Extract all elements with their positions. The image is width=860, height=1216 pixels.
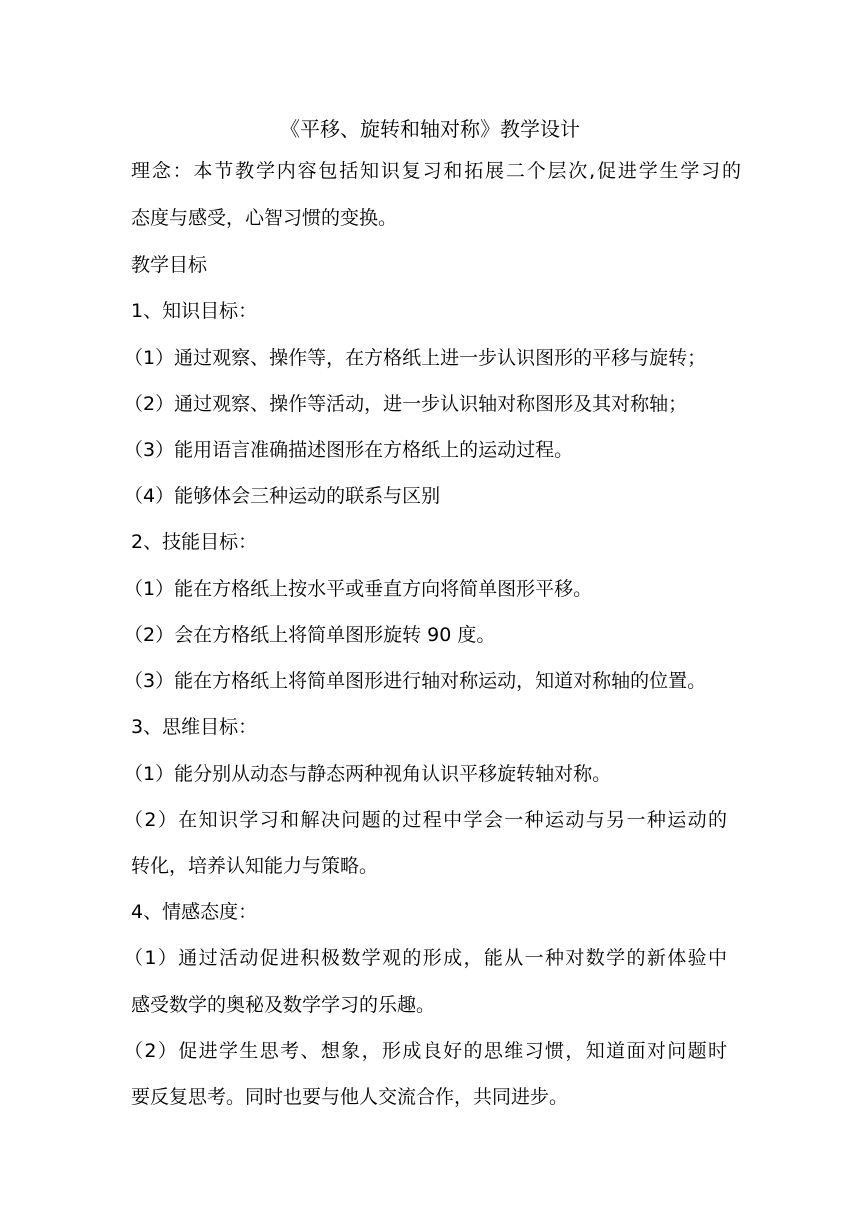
emotion-goal-2-line-2: 要反复思考。同时也要与他人交流合作，共同进步。 xyxy=(131,1086,569,1108)
emotion-goal-1-line-1: （1）通过活动促进积极数学观的形成，能从一种对数学的新体验中 xyxy=(124,947,727,969)
philosophy-line-1: 理念：本节教学内容包括知识复习和拓展二个层次,促进学生学习的 xyxy=(131,160,741,182)
teaching-goals-heading: 教学目标 xyxy=(131,254,208,276)
knowledge-goals-heading: 1、知识目标： xyxy=(131,300,258,322)
knowledge-goal-4: （4）能够体会三种运动的联系与区别 xyxy=(124,485,441,507)
emotion-goals-heading: 4、情感态度： xyxy=(131,901,258,923)
skill-goal-2: （2）会在方格纸上将简单图形旋转 90 度。 xyxy=(124,624,496,646)
thinking-goals-heading: 3、思维目标： xyxy=(131,716,258,738)
knowledge-goal-1: （1）通过观察、操作等，在方格纸上进一步认识图形的平移与旋转； xyxy=(124,347,707,369)
philosophy-line-2: 态度与感受，心智习惯的变换。 xyxy=(131,207,398,229)
emotion-goal-1-line-2: 感受数学的奥秘及数学学习的乐趣。 xyxy=(131,994,436,1016)
knowledge-goal-2: （2）通过观察、操作等活动，进一步认识轴对称图形及其对称轴； xyxy=(124,393,688,415)
thinking-goal-2-line-2: 转化，培养认知能力与策略。 xyxy=(131,855,379,877)
thinking-goal-2-line-1: （2）在知识学习和解决问题的过程中学会一种运动与另一种运动的 xyxy=(124,809,727,831)
skill-goal-3: （3）能在方格纸上将简单图形进行轴对称运动，知道对称轴的位置。 xyxy=(124,670,707,692)
skill-goals-heading: 2、技能目标： xyxy=(131,531,258,553)
thinking-goal-1: （1）能分别从动态与静态两种视角认识平移旋转轴对称。 xyxy=(124,763,612,785)
document-title: 《平移、旋转和轴对称》教学设计 xyxy=(280,117,580,141)
emotion-goal-2-line-1: （2）促进学生思考、想象，形成良好的思维习惯，知道面对问题时 xyxy=(124,1040,727,1062)
skill-goal-1: （1）能在方格纸上按水平或垂直方向将简单图形平移。 xyxy=(124,578,593,600)
knowledge-goal-3: （3）能用语言准确描述图形在方格纸上的运动过程。 xyxy=(124,439,574,461)
